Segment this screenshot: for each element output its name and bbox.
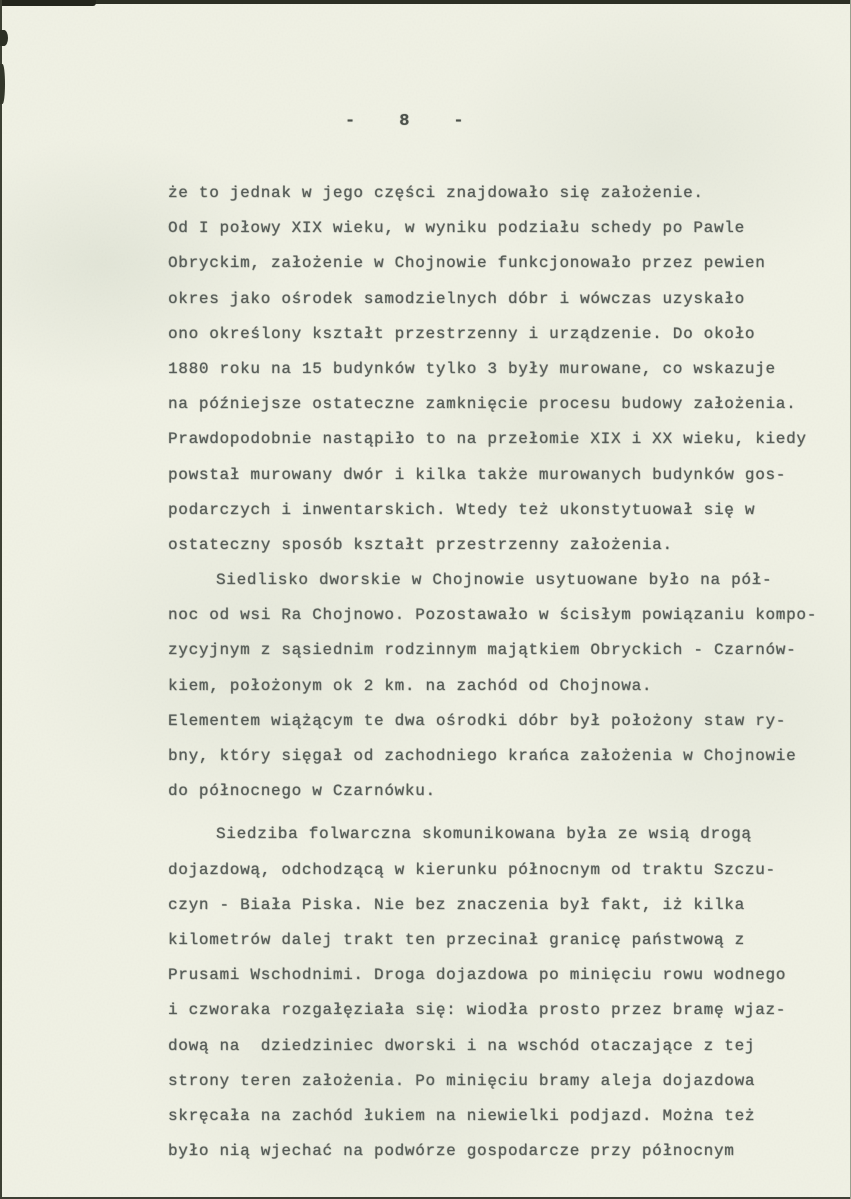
text-line: podarczych i inwentarskich. Wtedy też ukonstytuował się w: [168, 500, 756, 519]
text-line: skręcała na zachód łukiem na niewielki podjazd. Można też: [168, 1106, 756, 1125]
paragraph: [168, 817, 828, 1169]
text-line: okres jako ośrodek samodzielnych dóbr i wówczas uzyskało: [168, 289, 745, 308]
text-line: powstał murowany dwór i kilka także murowanych budynków gos-: [168, 465, 787, 484]
text-line: ostateczny sposób kształt przestrzenny założenia.: [168, 535, 673, 554]
text-line: zycyjnym z sąsiednim rodzinnym majątkiem Obryckich - Czarnów-: [168, 641, 797, 660]
text-line: Od I połowy XIX wieku, w wyniku podziału schedy po Pawle: [168, 219, 745, 238]
text-line: do północnego w Czarnówku.: [168, 782, 436, 801]
text-line: 1880 roku na 15 budynków tylko 3 były murowane, co wskazuje: [168, 359, 776, 378]
text-line: Elementem wiążącym te dwa ośrodki dóbr był położony staw ry-: [168, 711, 787, 730]
text-line: że to jednak w jego części znajdowało się założenie.: [168, 184, 704, 202]
text-line: noc od wsi Ra Chojnowo. Pozostawało w ścisłym powiązaniu kompo-: [168, 606, 817, 625]
text-line: dojazdową, odchodzącą w kierunku północnym od traktu Szczu-: [168, 860, 776, 879]
text-line: Obryckim, założenie w Chojnowie funkcjonowało przez pewien: [168, 254, 766, 273]
paragraph: [168, 563, 828, 809]
page-number: [345, 112, 464, 131]
document-body: [168, 176, 828, 1169]
scan-artifact-blob: [0, 64, 5, 104]
text-line: Prusami Wschodnimi. Droga dojazdowa po minięciu rowu wodnego: [168, 966, 787, 985]
text-line: na późniejsze ostateczne zamknięcie procesu budowy założenia.: [168, 395, 797, 414]
scan-edge-left: [0, 0, 2, 1199]
page-number-dash-left: -: [345, 112, 356, 131]
text-line: Siedlisko dworskie w Chojnowie usytuowane było na pół-: [216, 571, 773, 590]
text-line: czyn - Biała Piska. Nie bez znaczenia był fakt, iż kilka: [168, 895, 745, 914]
text-line: ono określony kształt przestrzenny i urządzenie. Do około: [168, 324, 756, 343]
text-line: dową na dziedziniec dworski i na wschód otaczające z tej: [168, 1036, 756, 1055]
text-line: strony teren założenia. Po minięciu bramy aleja dojazdowa: [168, 1071, 756, 1090]
scan-edge-top: [0, 0, 851, 4]
text-line: Siedziba folwarczna skomunikowana była ze wsią drogą: [216, 825, 752, 844]
paragraph: [168, 176, 828, 563]
page-number-value: 8: [399, 112, 410, 131]
text-line: kiem, położonym ok 2 km. na zachód od Chojnowa.: [168, 676, 653, 695]
text-line: Prawdopodobnie nastąpiło to na przełomie XIX i XX wieku, kiedy: [168, 430, 807, 449]
text-line: i czworaka rozgałęziała się: wiodła prosto przez bramę wjaz-: [168, 1001, 787, 1020]
text-line: kilometrów dalej trakt ten przecinał granicę państwową z: [168, 930, 745, 949]
scan-artifact-blob: [0, 30, 8, 46]
scan-edge-top-left: [0, 0, 96, 6]
page-number-dash-right: -: [453, 112, 464, 131]
text-line: było nią wjechać na podwórze gospodarcze przy północnym: [168, 1142, 735, 1161]
text-line: bny, który sięgał od zachodniego krańca założenia w Chojnowie: [168, 747, 797, 765]
